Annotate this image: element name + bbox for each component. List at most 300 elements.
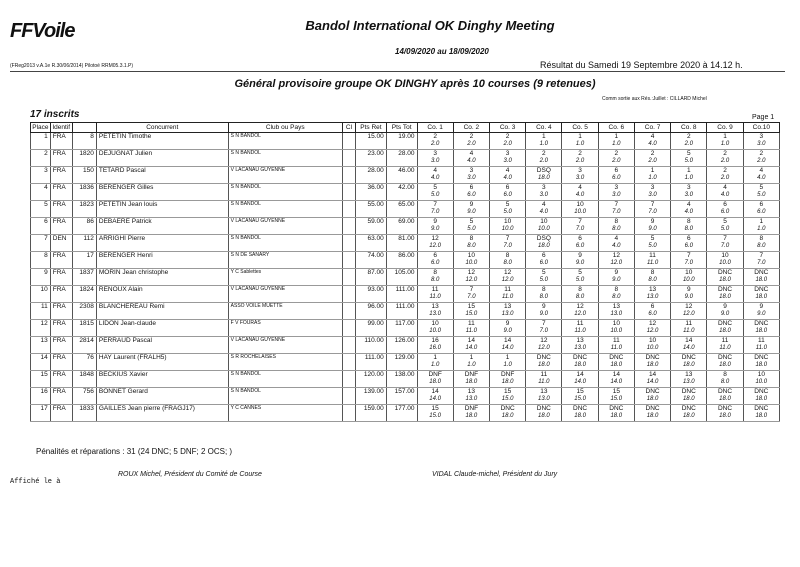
race-cell (417, 218, 453, 235)
race-score: 3 (650, 184, 655, 191)
club-cell: Y C Sablettes (228, 269, 342, 286)
race-points: 16.0 (429, 344, 441, 351)
results-table (30, 122, 780, 422)
race-score: 9 (542, 303, 546, 310)
race-cell (490, 337, 526, 354)
club-cell: V LACANAU GUYENNE (228, 167, 342, 184)
race-cell (526, 388, 562, 405)
race-cell (671, 286, 707, 303)
nation-cell: FRA (50, 337, 72, 354)
race-cell (634, 218, 670, 235)
race-score: 9 (650, 218, 655, 225)
table-header-row (31, 123, 780, 133)
race-score: 4 (433, 167, 437, 174)
race-score: 11 (757, 337, 765, 344)
race-score: DNC (717, 320, 733, 327)
race-points: 12.0 (501, 276, 514, 283)
race-points: 3.0 (430, 157, 440, 164)
race-cell (634, 354, 670, 371)
sail-number-cell: 1837 (72, 269, 96, 286)
race-cell (453, 337, 489, 354)
race-cell (671, 320, 707, 337)
race-score: 14 (431, 388, 439, 395)
race-score: 10 (757, 371, 765, 378)
race-cell (707, 184, 743, 201)
race-cell (417, 388, 453, 405)
race-points: 10.0 (755, 378, 768, 385)
race-score: 1 (614, 133, 619, 140)
race-score: 14 (467, 337, 475, 344)
race-score: 6 (650, 303, 655, 310)
race-cell (598, 201, 634, 218)
race-score: 2 (759, 150, 764, 157)
race-cell (526, 354, 562, 371)
class-cell (342, 303, 355, 320)
race-points: 9.0 (757, 310, 766, 317)
race-points: 18.0 (755, 395, 768, 402)
race-points: 8.0 (430, 276, 440, 283)
race-cell (562, 201, 598, 218)
race-score: DNC (754, 269, 769, 276)
race-points: 14.0 (646, 378, 659, 385)
race-score: 6 (759, 201, 764, 208)
place-cell: 10 (31, 286, 51, 303)
race-points: 1.0 (720, 140, 730, 147)
race-score: 4 (650, 133, 655, 140)
race-points: 18.0 (719, 361, 731, 368)
race-points: 10.0 (538, 225, 550, 232)
table-body (31, 133, 780, 422)
race-points: 5.0 (648, 242, 657, 249)
race-points: 10.0 (610, 327, 623, 334)
race-points: 9.0 (684, 293, 693, 300)
race-score: 3 (505, 150, 510, 157)
race-points: 5.0 (720, 225, 730, 232)
race-cell (743, 354, 779, 371)
race-points: 18.0 (646, 395, 659, 402)
competitor-cell: BERENGER Gilles (96, 184, 228, 201)
race-points: 7.0 (467, 293, 476, 300)
race-cell (743, 320, 779, 337)
race-points: 4.0 (575, 191, 585, 198)
race-cell (707, 235, 743, 252)
race-cell (671, 252, 707, 269)
race-score: 5 (650, 235, 655, 242)
race-score: 8 (469, 235, 474, 242)
race-cell (453, 133, 489, 150)
table-row (31, 303, 780, 320)
sail-number-cell: 8 (72, 133, 96, 150)
race-points: 11.0 (502, 293, 514, 300)
posted-stamp: Affiché le à (10, 478, 61, 486)
race-score: 7 (759, 252, 764, 259)
sail-number-cell: 1823 (72, 201, 96, 218)
competitor-cell: RENOUX Alain (96, 286, 228, 303)
race-cell (562, 218, 598, 235)
race-score: 7 (686, 252, 691, 259)
place-cell: 5 (31, 201, 51, 218)
place-cell: 11 (31, 303, 51, 320)
column-header: Place (32, 124, 49, 131)
race-score: DNC (500, 405, 515, 412)
race-cell (634, 371, 670, 388)
table-row (31, 337, 780, 354)
points-retained-cell: 28.00 (356, 167, 387, 184)
race-score: 6 (686, 235, 691, 242)
sail-number-cell: 1815 (72, 320, 96, 337)
column-header: Co. 2 (453, 123, 489, 133)
race-points: 3.0 (612, 191, 621, 198)
club-cell: S N BANDOL (228, 150, 342, 167)
nation-cell: FRA (50, 167, 72, 184)
table-row (31, 405, 780, 422)
race-score: DSQ (536, 167, 551, 174)
race-score: 6 (542, 252, 546, 259)
race-score: 11 (721, 337, 729, 344)
race-cell (490, 133, 526, 150)
race-cell (598, 150, 634, 167)
race-cell (417, 150, 453, 167)
race-score: 13 (576, 337, 584, 344)
race-cell (526, 320, 562, 337)
race-points: 18.0 (719, 276, 731, 283)
race-points: 1.0 (684, 174, 693, 181)
race-points: 1.0 (612, 140, 621, 147)
race-cell (453, 286, 489, 303)
race-cell (634, 150, 670, 167)
race-points: 7.0 (503, 242, 512, 249)
race-points: 4.0 (612, 242, 621, 249)
race-points: 6.0 (539, 259, 549, 266)
club-cell: S N BANDOL (228, 133, 342, 150)
competitor-cell: HAY Laurent (FRALH5) (96, 354, 228, 371)
race-cell (707, 388, 743, 405)
competitor-cell: PERRAUD Pascal (96, 337, 228, 354)
race-score: DNC (717, 354, 733, 361)
race-points: 2.0 (503, 140, 512, 147)
race-points: 2.0 (575, 157, 585, 164)
race-cell (490, 184, 526, 201)
competitor-cell: DEBAERE Patrick (96, 218, 228, 235)
penalties-summary: Pénalités et réparations : 31 (24 DNC; 5 DNF; 2 OCS; ) (36, 447, 233, 456)
race-cell (634, 235, 670, 252)
table-row (31, 320, 780, 337)
race-cell (453, 184, 489, 201)
race-cell (598, 354, 634, 371)
place-cell: 1 (31, 133, 51, 150)
column-header: Co. 7 (634, 123, 670, 133)
race-cell (562, 388, 598, 405)
race-cell (453, 388, 489, 405)
class-cell (342, 286, 355, 303)
race-cell (707, 337, 743, 354)
race-points: 11.0 (683, 327, 695, 334)
race-points: 2.0 (720, 174, 730, 181)
place-cell: 6 (31, 218, 51, 235)
race-points: 9.0 (539, 310, 549, 317)
race-score: 12 (467, 269, 475, 276)
points-retained-cell: 23.00 (356, 150, 387, 167)
race-cell (490, 167, 526, 184)
race-cell (562, 303, 598, 320)
table-row (31, 235, 780, 252)
points-total-cell: 42.00 (386, 184, 417, 201)
place-cell: 17 (31, 405, 51, 422)
race-points: 3.0 (539, 191, 549, 198)
race-points: 18.0 (574, 361, 586, 368)
race-cell (671, 218, 707, 235)
race-score: 10 (576, 201, 584, 208)
race-score: 8 (723, 371, 727, 378)
race-score: 8 (686, 218, 691, 225)
column-header: Concurrent (96, 123, 228, 133)
nation-cell: DEN (50, 235, 72, 252)
sail-number-cell: 2308 (72, 303, 96, 320)
race-points: 8.0 (467, 242, 476, 249)
ffvoile-logo: FFVoile (10, 20, 75, 42)
race-cell (490, 218, 526, 235)
race-score: 12 (576, 303, 584, 310)
race-points: 11.0 (574, 327, 586, 334)
race-cell (671, 388, 707, 405)
race-points: 1.0 (575, 140, 585, 147)
race-cell (526, 133, 562, 150)
race-score: 14 (685, 337, 693, 344)
race-score: 2 (614, 150, 619, 157)
race-points: 18.0 (646, 361, 659, 368)
race-cell (562, 133, 598, 150)
race-cell (562, 405, 598, 422)
race-cell (417, 371, 453, 388)
race-score: 7 (433, 201, 437, 208)
race-cell (526, 150, 562, 167)
race-cell (526, 371, 562, 388)
race-score: 4 (723, 184, 727, 191)
place-cell: 8 (31, 252, 51, 269)
race-points: 11.0 (610, 344, 622, 351)
race-points: 7.0 (648, 208, 657, 215)
race-cell (671, 354, 707, 371)
race-points: 4.0 (503, 174, 512, 181)
race-cell (671, 201, 707, 218)
race-score: 5 (759, 184, 764, 191)
race-score: 8 (614, 218, 619, 225)
class-cell (342, 184, 355, 201)
race-score: 10 (612, 320, 620, 327)
race-points: 9.0 (503, 327, 512, 334)
race-cell (634, 337, 670, 354)
entrants-count: 17 inscrits (30, 109, 80, 120)
race-score: 3 (614, 184, 619, 191)
points-retained-cell: 87.00 (356, 269, 387, 286)
race-points: 18.0 (682, 412, 695, 419)
race-score: 9 (578, 252, 582, 259)
race-cell (417, 201, 453, 218)
table-row (31, 269, 780, 286)
race-score: DNF (464, 371, 479, 378)
race-points: 18.0 (538, 412, 550, 419)
race-score: DNC (754, 354, 769, 361)
race-cell (453, 303, 489, 320)
race-score: DNC (717, 286, 733, 293)
ranking-subtitle: Général provisoire groupe OK DINGHY après 10 courses (9 retenues) (234, 78, 596, 90)
race-score: DNC (681, 388, 696, 395)
competitor-cell: TETARD Pascal (96, 167, 228, 184)
race-points: 4.0 (648, 140, 657, 147)
race-score: DNF (464, 405, 479, 412)
race-cell (707, 371, 743, 388)
race-score: DNC (609, 354, 624, 361)
class-cell (342, 388, 355, 405)
race-score: DNC (609, 405, 624, 412)
race-points: 10.0 (682, 276, 695, 283)
column-header: Co. 4 (526, 123, 562, 133)
race-cell (490, 235, 526, 252)
race-score: 4 (469, 150, 474, 157)
race-score: DNC (573, 354, 588, 361)
race-score: DNC (754, 320, 769, 327)
race-cell (634, 286, 670, 303)
nation-cell: FRA (50, 303, 72, 320)
race-score: 13 (540, 388, 548, 395)
race-score: 3 (686, 184, 691, 191)
points-retained-cell: 110.00 (356, 337, 387, 354)
race-score: 11 (540, 371, 548, 378)
race-cell (598, 218, 634, 235)
points-retained-cell: 111.00 (356, 354, 387, 371)
competitor-cell: ARRIGHI Pierre (96, 235, 228, 252)
race-points: 4.0 (757, 174, 766, 181)
race-points: 6.0 (503, 191, 512, 198)
race-points: 6.0 (757, 208, 766, 215)
race-score: 6 (505, 184, 510, 191)
race-points: 7.0 (612, 208, 621, 215)
race-score: 1 (469, 354, 474, 361)
race-cell (707, 320, 743, 337)
race-score: 6 (723, 201, 727, 208)
points-total-cell: 65.00 (386, 201, 417, 218)
class-cell (342, 150, 355, 167)
race-points: 11.0 (465, 327, 477, 334)
race-cell (707, 133, 743, 150)
class-cell (342, 269, 355, 286)
race-points: 2.0 (612, 157, 621, 164)
race-cell (453, 218, 489, 235)
race-cell (634, 269, 670, 286)
table-row (31, 218, 780, 235)
race-points: 8.0 (612, 225, 621, 232)
sail-number-cell: 1824 (72, 286, 96, 303)
competitor-cell: PETETIN Timothe (96, 133, 228, 150)
race-cell (671, 133, 707, 150)
race-score: 14 (576, 371, 584, 378)
race-score: 10 (685, 269, 693, 276)
column-header: Co. 3 (490, 123, 526, 133)
race-points: 4.0 (467, 157, 476, 164)
race-cell (562, 286, 598, 303)
race-score: DNC (573, 405, 588, 412)
race-points: 3.0 (648, 191, 657, 198)
race-points: 4.0 (539, 208, 549, 215)
race-points: 5.0 (539, 276, 549, 283)
race-points: 1.0 (430, 361, 440, 368)
points-total-cell: 19.00 (386, 133, 417, 150)
race-cell (598, 184, 634, 201)
race-points: 12.0 (646, 327, 659, 334)
race-cell (562, 337, 598, 354)
race-points: 2.0 (467, 140, 476, 147)
race-points: 15.0 (610, 395, 623, 402)
race-points: 1.0 (539, 140, 549, 147)
race-score: 7 (650, 201, 655, 208)
table-row (31, 133, 780, 150)
race-cell (598, 303, 634, 320)
table-row (31, 354, 780, 371)
race-points: 6.0 (467, 191, 476, 198)
race-score: 9 (433, 218, 437, 225)
race-points: 18.0 (755, 412, 768, 419)
race-cell (490, 303, 526, 320)
race-score: 5 (505, 201, 510, 208)
race-cell (526, 235, 562, 252)
race-cell (743, 303, 779, 320)
nation-cell: FRA (50, 269, 72, 286)
race-cell (526, 286, 562, 303)
points-total-cell: 28.00 (386, 150, 417, 167)
table-row (31, 371, 780, 388)
race-points: 7.0 (575, 225, 585, 232)
race-cell (707, 405, 743, 422)
column-header: Club ou Pays (228, 123, 342, 133)
race-cell (598, 167, 634, 184)
race-score: DNC (754, 286, 769, 293)
race-points: 10.0 (574, 208, 586, 215)
race-cell (634, 252, 670, 269)
race-score: 4 (542, 201, 546, 208)
class-cell (342, 354, 355, 371)
race-points: 18.0 (719, 293, 731, 300)
race-points: 6.0 (684, 242, 693, 249)
points-total-cell: 86.00 (386, 252, 417, 269)
nation-cell: FRA (50, 388, 72, 405)
race-score: 13 (685, 371, 693, 378)
race-points: 18.0 (755, 293, 768, 300)
race-cell (453, 320, 489, 337)
event-dates: 14/09/2020 au 18/09/2020 (395, 47, 489, 56)
sail-number-cell: 17 (72, 252, 96, 269)
race-score: 13 (612, 303, 620, 310)
race-cell (453, 405, 489, 422)
race-points: 8.0 (648, 276, 657, 283)
race-score: 12 (540, 337, 548, 344)
competitor-cell: LIDON Jean-claude (96, 320, 228, 337)
race-score: 15 (504, 388, 512, 395)
race-points: 11.0 (755, 344, 767, 351)
club-cell: S N BANDOL (228, 184, 342, 201)
race-cell (634, 388, 670, 405)
race-cell (453, 354, 489, 371)
race-points: 18.0 (538, 242, 550, 249)
race-score: 1 (505, 354, 510, 361)
nation-cell: FRA (50, 320, 72, 337)
software-version: (FReg2013 v.A.1e R.30/06/2014) Pilotoé RRM05.3.1.P) (10, 63, 134, 69)
race-score: DSQ (536, 235, 551, 242)
race-cell (707, 354, 743, 371)
race-points: 18.0 (610, 361, 623, 368)
race-points: 15.0 (501, 395, 514, 402)
race-points: 9.0 (612, 276, 621, 283)
race-score: 1 (686, 167, 691, 174)
